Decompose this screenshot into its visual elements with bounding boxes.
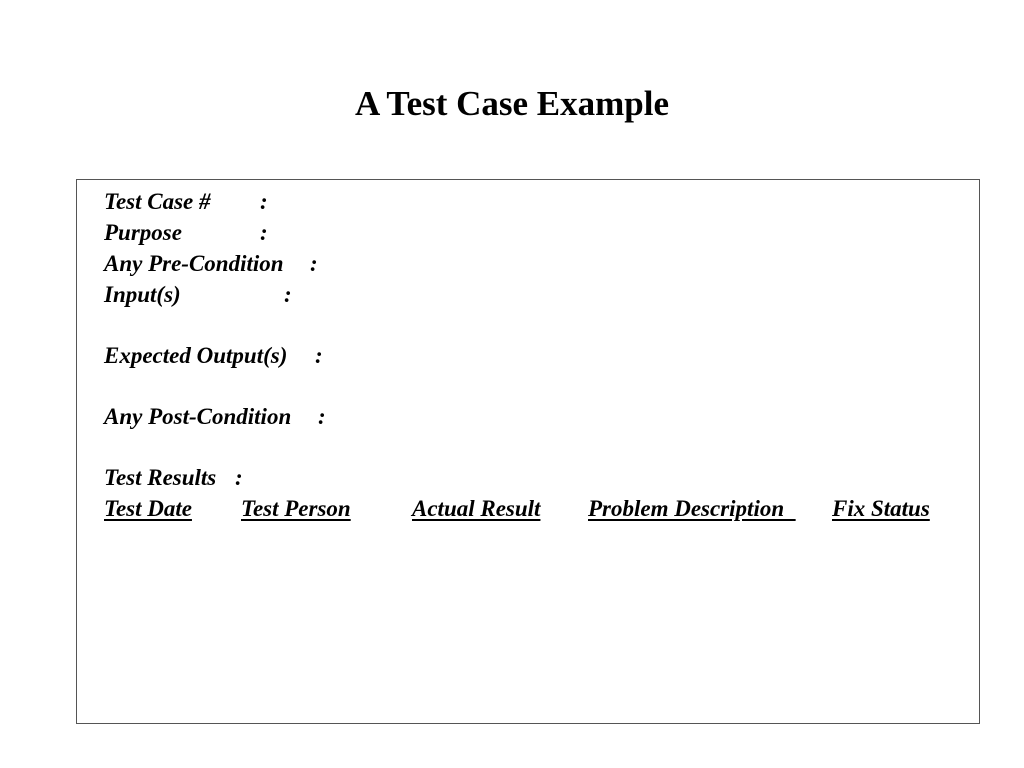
pre-condition-colon: : — [310, 251, 318, 276]
post-condition-colon: : — [318, 404, 326, 429]
test-results-row — [104, 464, 304, 492]
test-case-number-label: Test Case # — [104, 189, 211, 214]
test-results-label: Test Results — [104, 465, 217, 490]
results-header-row — [104, 495, 944, 525]
post-condition-label: Any Post-Condition — [104, 404, 292, 429]
pre-condition-label: Any Pre-Condition — [104, 251, 284, 276]
column-test-date: Test Date — [104, 496, 192, 521]
column-problem-description: Problem Description — [588, 496, 796, 521]
test-case-number-colon: : — [260, 189, 268, 214]
expected-output-row — [104, 342, 364, 370]
inputs-label: Input(s) — [104, 282, 181, 307]
test-results-colon: : — [235, 465, 243, 490]
post-condition-row — [104, 403, 364, 431]
purpose-label: Purpose — [104, 220, 182, 245]
pre-condition-row — [104, 250, 364, 278]
inputs-colon: : — [284, 282, 292, 307]
slide-title: A Test Case Example — [354, 84, 670, 123]
inputs-row — [104, 281, 324, 309]
purpose-row — [104, 219, 304, 247]
purpose-colon: : — [260, 220, 268, 245]
column-test-person: Test Person — [241, 496, 351, 521]
column-fix-status: Fix Status — [832, 496, 930, 521]
test-case-number-row — [104, 188, 304, 216]
expected-output-colon: : — [315, 343, 323, 368]
column-actual-result: Actual Result — [412, 496, 541, 521]
expected-output-label: Expected Output(s) — [104, 343, 288, 368]
